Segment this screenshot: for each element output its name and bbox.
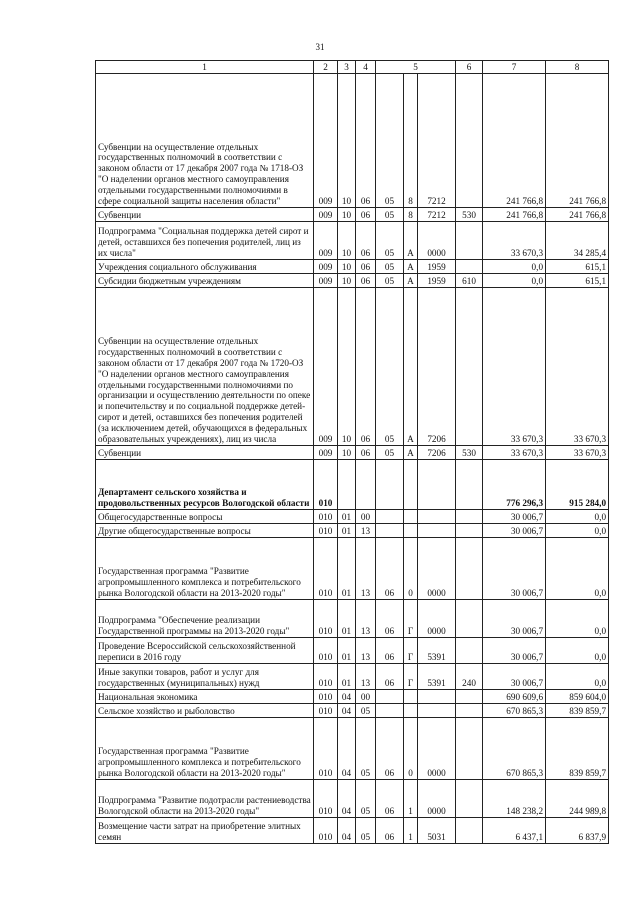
cell-section	[338, 460, 356, 510]
cell-section: 10	[338, 74, 356, 208]
cell-section: 04	[338, 718, 356, 780]
cell-amount-2017: 690 609,6	[483, 690, 546, 704]
cell-direction: 0000	[418, 538, 456, 600]
cell-ministry: 009	[314, 274, 338, 288]
cell-program: 05	[376, 74, 404, 208]
cell-direction: 7212	[418, 208, 456, 222]
cell-amount-2017: 6 437,1	[483, 818, 546, 844]
row-name: Государственная программа "Развитие агропромышленного комплекса и потребительского рынка Вологодской области на 2013-2020 годы"	[96, 718, 314, 780]
row-name: Учреждения социального обслуживания	[96, 260, 314, 274]
header-col-3: 3	[338, 61, 356, 74]
cell-subsection: 13	[356, 638, 376, 664]
row-name: Подпрограмма "Социальная поддержка детей сирот и детей, оставшихся без попечения родителей, лиц из их числа"	[96, 222, 314, 260]
cell-expense-type: 530	[456, 208, 483, 222]
cell-subsection: 06	[356, 288, 376, 446]
cell-subprogram: Г	[404, 638, 418, 664]
cell-amount-2017: 0,0	[483, 260, 546, 274]
cell-program: 06	[376, 664, 404, 690]
cell-amount-2018: 0,0	[546, 524, 609, 538]
cell-program: 06	[376, 638, 404, 664]
cell-amount-2018: 34 285,4	[546, 222, 609, 260]
cell-section: 01	[338, 600, 356, 638]
cell-section: 10	[338, 208, 356, 222]
table-row	[96, 274, 609, 288]
table-row	[96, 780, 609, 818]
cell-expense-type	[456, 460, 483, 510]
cell-subsection: 05	[356, 780, 376, 818]
cell-amount-2018: 241 766,8	[546, 74, 609, 208]
table-row	[96, 818, 609, 844]
table-row	[96, 460, 609, 510]
cell-amount-2017: 30 006,7	[483, 538, 546, 600]
cell-direction: 1959	[418, 274, 456, 288]
row-name: Субсидии бюджетным учреждениям	[96, 274, 314, 288]
cell-subsection: 05	[356, 704, 376, 718]
cell-section: 04	[338, 780, 356, 818]
cell-program: 05	[376, 288, 404, 446]
cell-direction: 0000	[418, 222, 456, 260]
cell-amount-2017: 241 766,8	[483, 74, 546, 208]
cell-expense-type	[456, 690, 483, 704]
cell-ministry: 010	[314, 524, 338, 538]
cell-subprogram: 8	[404, 208, 418, 222]
table-row	[96, 690, 609, 704]
cell-amount-2017: 670 865,3	[483, 704, 546, 718]
cell-program: 05	[376, 208, 404, 222]
cell-amount-2017: 148 238,2	[483, 780, 546, 818]
page-number: 31	[315, 42, 325, 52]
cell-amount-2018: 915 284,0	[546, 460, 609, 510]
cell-amount-2017: 0,0	[483, 274, 546, 288]
cell-amount-2018: 0,0	[546, 538, 609, 600]
cell-ministry: 010	[314, 718, 338, 780]
cell-subprogram: 0	[404, 538, 418, 600]
cell-ministry: 009	[314, 446, 338, 460]
cell-ministry: 010	[314, 818, 338, 844]
cell-section: 10	[338, 274, 356, 288]
cell-expense-type	[456, 718, 483, 780]
cell-program: 06	[376, 718, 404, 780]
cell-direction: 0000	[418, 718, 456, 780]
cell-subprogram	[404, 460, 418, 510]
cell-amount-2018: 244 989,8	[546, 780, 609, 818]
cell-expense-type	[456, 222, 483, 260]
cell-amount-2017: 33 670,3	[483, 222, 546, 260]
cell-program	[376, 510, 404, 524]
cell-ministry: 010	[314, 780, 338, 818]
cell-subsection: 05	[356, 718, 376, 780]
cell-section: 01	[338, 638, 356, 664]
cell-section: 01	[338, 524, 356, 538]
cell-ministry: 010	[314, 664, 338, 690]
cell-direction: 1959	[418, 260, 456, 274]
table-row	[96, 664, 609, 690]
cell-subsection: 06	[356, 274, 376, 288]
cell-ministry: 010	[314, 510, 338, 524]
cell-section: 01	[338, 664, 356, 690]
cell-amount-2017: 30 006,7	[483, 638, 546, 664]
cell-direction	[418, 704, 456, 718]
table-row	[96, 524, 609, 538]
cell-subprogram: А	[404, 222, 418, 260]
table-header-row	[96, 61, 609, 74]
cell-amount-2017: 30 006,7	[483, 510, 546, 524]
cell-subprogram: Г	[404, 600, 418, 638]
cell-amount-2017: 30 006,7	[483, 524, 546, 538]
cell-subsection: 13	[356, 524, 376, 538]
cell-subprogram	[404, 510, 418, 524]
cell-section: 04	[338, 690, 356, 704]
budget-table	[95, 60, 609, 844]
table-row	[96, 446, 609, 460]
table-row	[96, 718, 609, 780]
cell-direction: 5031	[418, 818, 456, 844]
row-name: Субвенции на осуществление отдельных государственных полномочий в соответствии с законом области от 17 декабря 2007 года № 1720-ОЗ "О наделении органов местного самоуправления отдельными государственными полномочиями по организации и осуществлению деятельности по опеке и попечительству и по социальной поддержке детей-сирот и детей, оставшихся без попечения родителей (за исключением детей, обучающихся в федеральных образовательных учреждениях), лиц из числа	[96, 288, 314, 446]
table-row	[96, 288, 609, 446]
cell-direction: 0000	[418, 600, 456, 638]
cell-ministry: 009	[314, 288, 338, 446]
cell-subsection: 13	[356, 664, 376, 690]
cell-section: 10	[338, 446, 356, 460]
cell-ministry: 010	[314, 704, 338, 718]
cell-direction: 0000	[418, 780, 456, 818]
table-row	[96, 704, 609, 718]
cell-amount-2018: 0,0	[546, 510, 609, 524]
header-col-6: 6	[456, 61, 483, 74]
cell-amount-2018: 241 766,8	[546, 208, 609, 222]
cell-direction	[418, 460, 456, 510]
cell-subsection: 13	[356, 538, 376, 600]
cell-direction: 7212	[418, 74, 456, 208]
cell-direction: 7206	[418, 288, 456, 446]
row-name: Национальная экономика	[96, 690, 314, 704]
cell-subsection: 06	[356, 208, 376, 222]
cell-program: 05	[376, 260, 404, 274]
cell-subsection: 13	[356, 600, 376, 638]
table-row	[96, 638, 609, 664]
cell-direction: 5391	[418, 664, 456, 690]
cell-amount-2018: 33 670,3	[546, 446, 609, 460]
cell-expense-type	[456, 288, 483, 446]
table-row	[96, 74, 609, 208]
cell-subsection: 06	[356, 260, 376, 274]
cell-program	[376, 690, 404, 704]
row-name: Проведение Всероссийской сельскохозяйственной переписи в 2016 году	[96, 638, 314, 664]
cell-subsection: 00	[356, 690, 376, 704]
cell-subsection: 00	[356, 510, 376, 524]
cell-subsection: 06	[356, 222, 376, 260]
cell-amount-2017: 776 296,3	[483, 460, 546, 510]
row-name: Субвенции	[96, 446, 314, 460]
cell-expense-type	[456, 524, 483, 538]
cell-expense-type: 610	[456, 274, 483, 288]
table-row	[96, 600, 609, 638]
cell-ministry: 009	[314, 74, 338, 208]
cell-expense-type	[456, 704, 483, 718]
cell-subsection: 06	[356, 74, 376, 208]
cell-subprogram: 8	[404, 74, 418, 208]
cell-program: 05	[376, 222, 404, 260]
row-name: Общегосударственные вопросы	[96, 510, 314, 524]
row-name: Субвенции на осуществление отдельных государственных полномочий в соответствии с законом области от 17 декабря 2007 года № 1718-ОЗ "О наделении органов местного самоуправления отдельными государственными полномочиями в сфере социальной защиты населения области"	[96, 74, 314, 208]
cell-ministry: 010	[314, 538, 338, 600]
cell-program: 06	[376, 780, 404, 818]
header-col-8: 8	[546, 61, 609, 74]
cell-subprogram	[404, 704, 418, 718]
cell-section: 01	[338, 538, 356, 600]
cell-ministry: 009	[314, 222, 338, 260]
cell-subprogram	[404, 524, 418, 538]
row-name: Возмещение части затрат на приобретение элитных семян	[96, 818, 314, 844]
cell-amount-2017: 670 865,3	[483, 718, 546, 780]
cell-program: 06	[376, 538, 404, 600]
cell-subsection: 06	[356, 446, 376, 460]
cell-subprogram: А	[404, 446, 418, 460]
header-col-5: 5	[376, 61, 456, 74]
cell-amount-2018: 0,0	[546, 664, 609, 690]
header-col-4: 4	[356, 61, 376, 74]
row-name: Департамент сельского хозяйства и продовольственных ресурсов Вологодской области	[96, 460, 314, 510]
cell-subprogram: Г	[404, 664, 418, 690]
row-name: Государственная программа "Развитие агропромышленного комплекса и потребительского рынка Вологодской области на 2013-2020 годы"	[96, 538, 314, 600]
cell-amount-2018: 615,1	[546, 274, 609, 288]
table-row	[96, 208, 609, 222]
cell-expense-type	[456, 818, 483, 844]
cell-subprogram: А	[404, 274, 418, 288]
cell-program	[376, 460, 404, 510]
cell-expense-type	[456, 510, 483, 524]
cell-program: 05	[376, 446, 404, 460]
cell-section: 01	[338, 510, 356, 524]
cell-amount-2018: 839 859,7	[546, 704, 609, 718]
cell-direction: 5391	[418, 638, 456, 664]
table-row	[96, 510, 609, 524]
cell-direction	[418, 510, 456, 524]
row-name: Иные закупки товаров, работ и услуг для государственных (муниципальных) нужд	[96, 664, 314, 690]
cell-subprogram: 1	[404, 780, 418, 818]
row-name: Подпрограмма "Обеспечение реализации Государственной программы на 2013-2020 годы"	[96, 600, 314, 638]
cell-program: 05	[376, 274, 404, 288]
cell-program	[376, 524, 404, 538]
row-name: Другие общегосударственные вопросы	[96, 524, 314, 538]
cell-program: 06	[376, 818, 404, 844]
cell-amount-2017: 33 670,3	[483, 288, 546, 446]
cell-section: 10	[338, 260, 356, 274]
cell-amount-2017: 30 006,7	[483, 600, 546, 638]
row-name: Сельское хозяйство и рыболовство	[96, 704, 314, 718]
cell-amount-2017: 33 670,3	[483, 446, 546, 460]
cell-subsection	[356, 460, 376, 510]
cell-direction: 7206	[418, 446, 456, 460]
cell-ministry: 010	[314, 690, 338, 704]
cell-subprogram: А	[404, 260, 418, 274]
cell-amount-2018: 0,0	[546, 638, 609, 664]
cell-amount-2017: 241 766,8	[483, 208, 546, 222]
cell-expense-type	[456, 780, 483, 818]
cell-subprogram: 0	[404, 718, 418, 780]
cell-amount-2018: 6 837,9	[546, 818, 609, 844]
cell-amount-2018: 615,1	[546, 260, 609, 274]
cell-expense-type: 240	[456, 664, 483, 690]
cell-ministry: 009	[314, 208, 338, 222]
cell-ministry: 010	[314, 460, 338, 510]
header-col-7: 7	[483, 61, 546, 74]
cell-subprogram	[404, 690, 418, 704]
cell-amount-2018: 859 604,0	[546, 690, 609, 704]
cell-expense-type	[456, 260, 483, 274]
cell-section: 10	[338, 222, 356, 260]
row-name: Подпрограмма "Развитие подотрасли растениеводства Вологодской области на 2013-2020 годы"	[96, 780, 314, 818]
cell-section: 10	[338, 288, 356, 446]
table-row	[96, 222, 609, 260]
cell-direction	[418, 690, 456, 704]
table-row	[96, 260, 609, 274]
cell-ministry: 009	[314, 260, 338, 274]
cell-expense-type	[456, 538, 483, 600]
cell-direction	[418, 524, 456, 538]
cell-subprogram: 1	[404, 818, 418, 844]
cell-amount-2018: 0,0	[546, 600, 609, 638]
cell-expense-type	[456, 74, 483, 208]
table-row	[96, 538, 609, 600]
cell-program	[376, 704, 404, 718]
cell-subprogram: А	[404, 288, 418, 446]
cell-ministry: 010	[314, 638, 338, 664]
cell-ministry: 010	[314, 600, 338, 638]
cell-subsection: 05	[356, 818, 376, 844]
row-name: Субвенции	[96, 208, 314, 222]
cell-program: 06	[376, 600, 404, 638]
header-col-2: 2	[314, 61, 338, 74]
header-col-1: 1	[96, 61, 314, 74]
cell-expense-type: 530	[456, 446, 483, 460]
cell-expense-type	[456, 600, 483, 638]
cell-amount-2018: 33 670,3	[546, 288, 609, 446]
cell-expense-type	[456, 638, 483, 664]
cell-section: 04	[338, 704, 356, 718]
cell-amount-2018: 839 859,7	[546, 718, 609, 780]
cell-section: 04	[338, 818, 356, 844]
cell-amount-2017: 30 006,7	[483, 664, 546, 690]
